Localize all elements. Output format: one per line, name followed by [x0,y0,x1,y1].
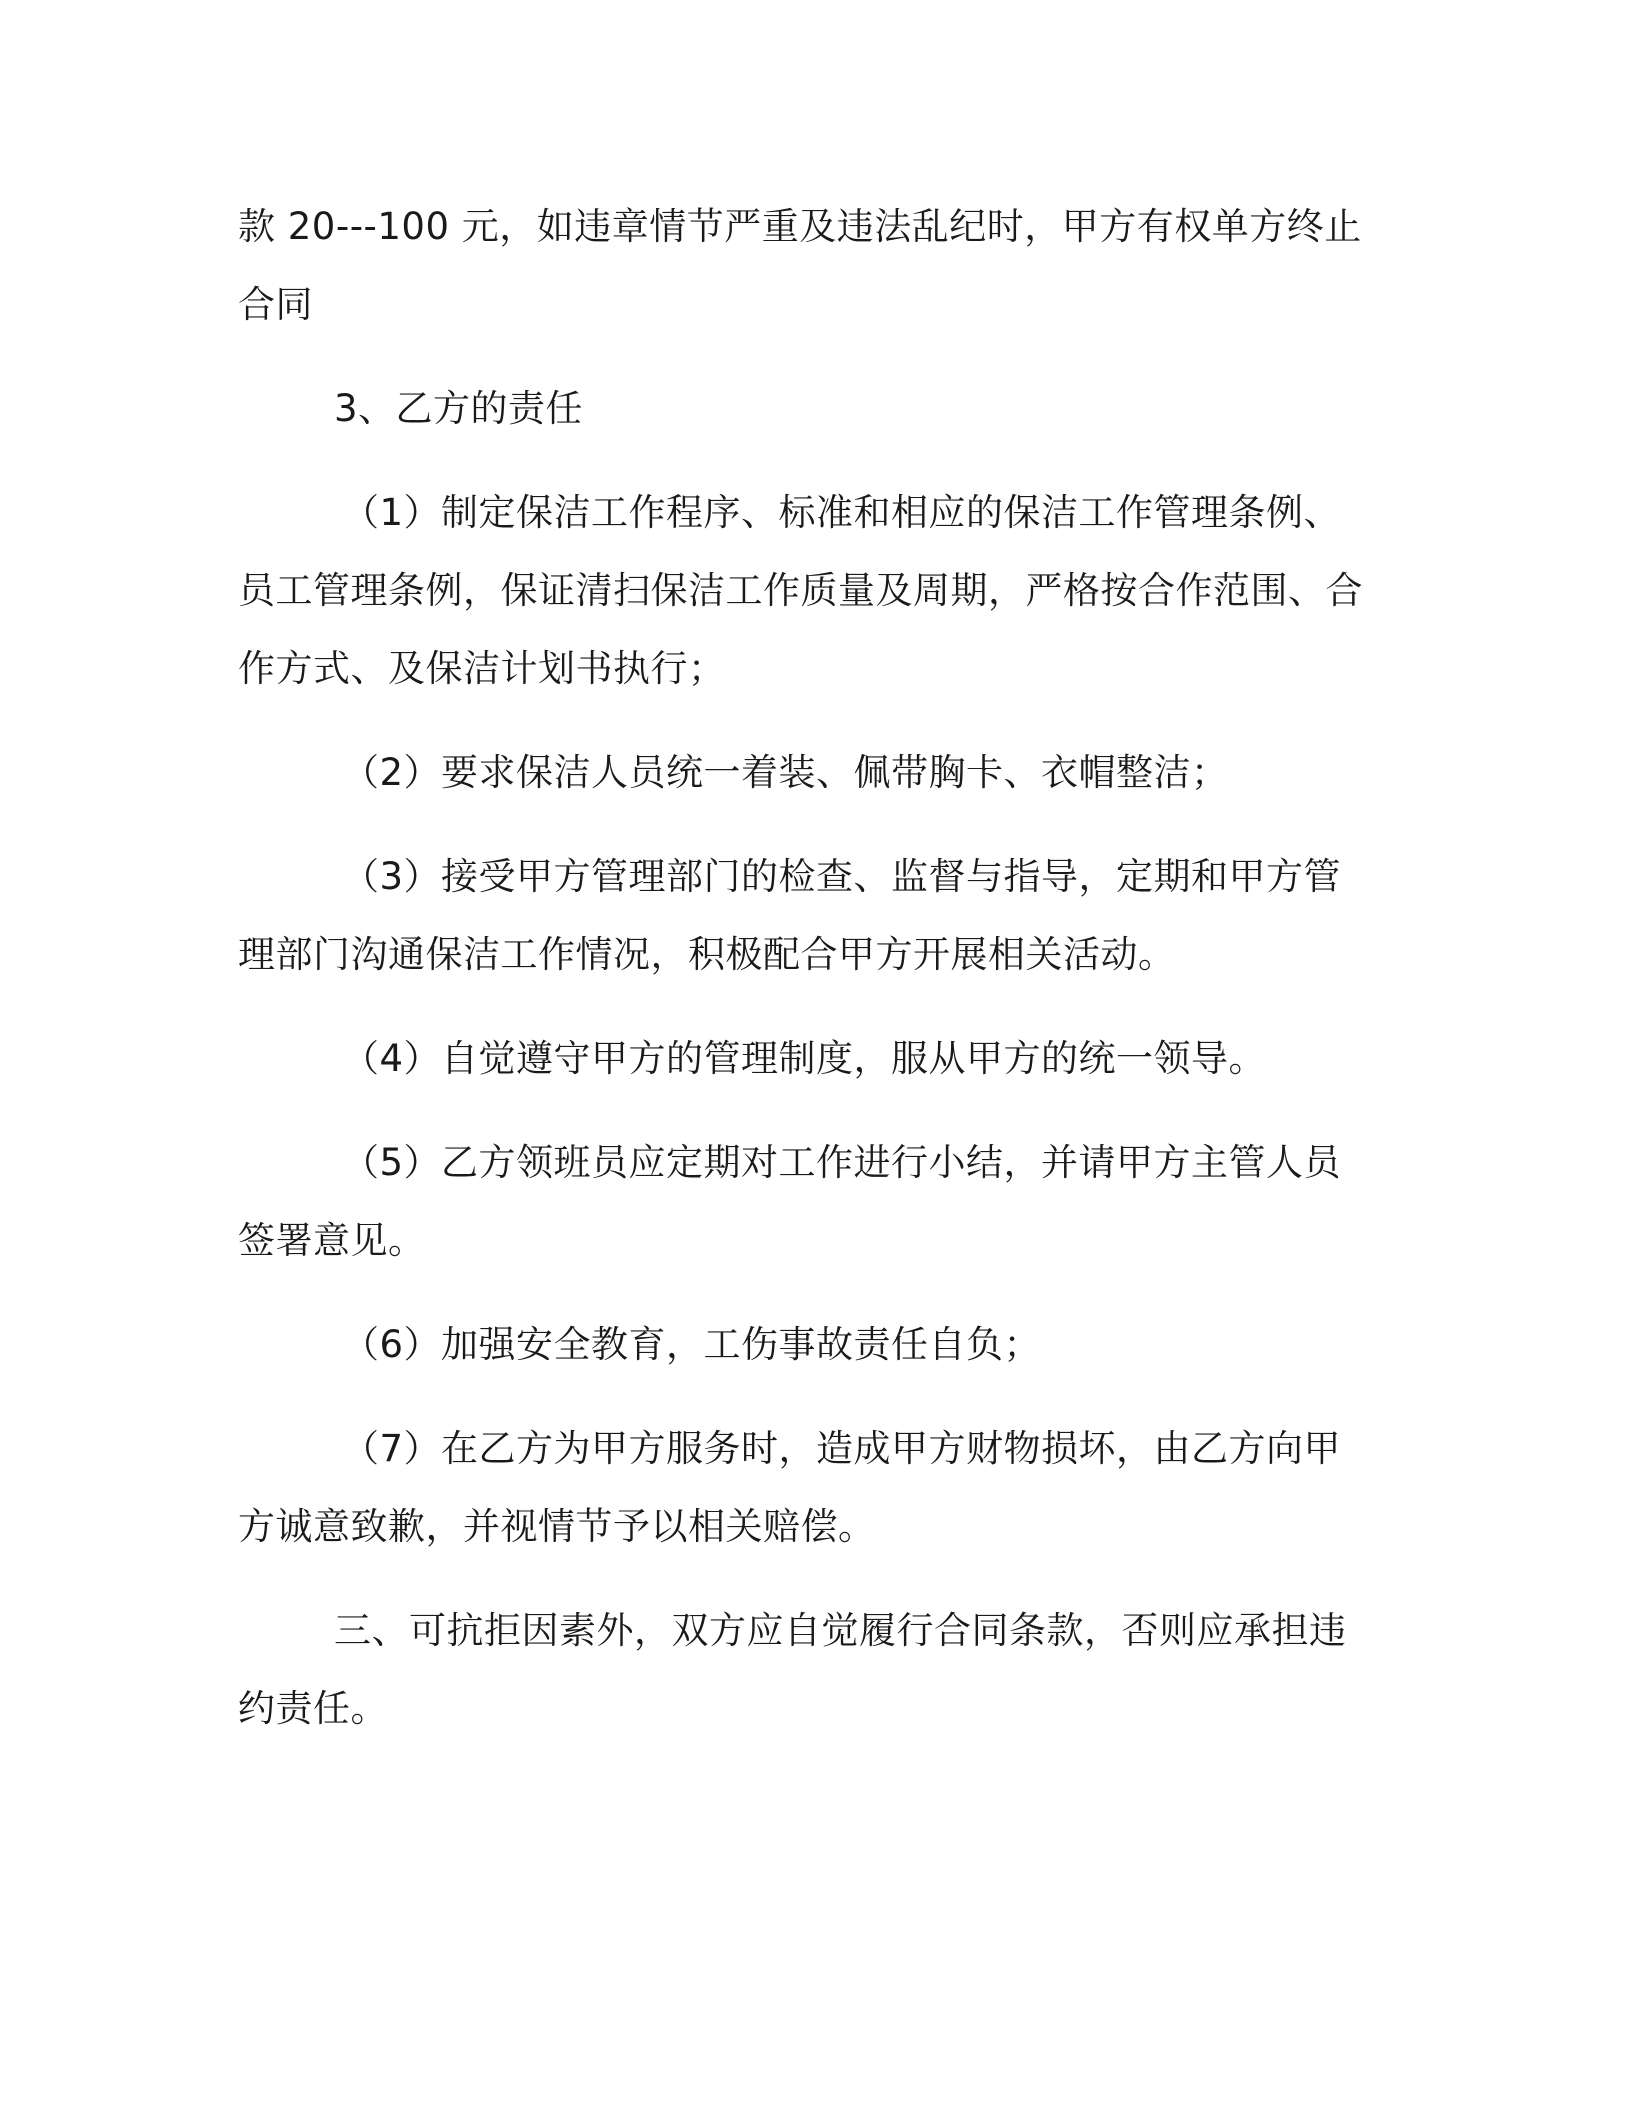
clause-5-summary: （5）乙方领班员应定期对工作进行小结，并请甲方主管人员签署意见。 [238,1141,1342,1262]
paragraph-penalty-continuation: 款 20---100 元，如违章情节严重及违法乱纪时，甲方有权单方终止合同 [238,205,1362,326]
clause-1-work-procedures: （1）制定保洁工作程序、标准和相应的保洁工作管理条例、员工管理条例，保证清扫保洁工作质量及周期，严格按合作范围、合作方式、及保洁计划书执行； [238,491,1363,690]
heading-party-b-responsibilities: 3、乙方的责任 [334,387,584,430]
clause-2-uniform: （2）要求保洁人员统一着装、佩带胸卡、衣帽整洁； [342,751,1229,794]
clause-4-compliance: （4）自觉遵守甲方的管理制度，服从甲方的统一领导。 [342,1037,1267,1080]
section-three-liability: 三、可抗拒因素外，双方应自觉履行合同条款，否则应承担违约责任。 [238,1609,1347,1730]
clause-6-safety: （6）加强安全教育，工伤事故责任自负； [342,1323,1042,1366]
clause-3-supervision: （3）接受甲方管理部门的检查、监督与指导，定期和甲方管理部门沟通保洁工作情况，积极配合甲方开展相关活动。 [238,855,1342,976]
clause-7-damage-compensation: （7）在乙方为甲方服务时，造成甲方财物损坏，由乙方向甲方诚意致歉，并视情节予以相关赔偿。 [238,1427,1342,1548]
document-body [238,188,1374,1748]
